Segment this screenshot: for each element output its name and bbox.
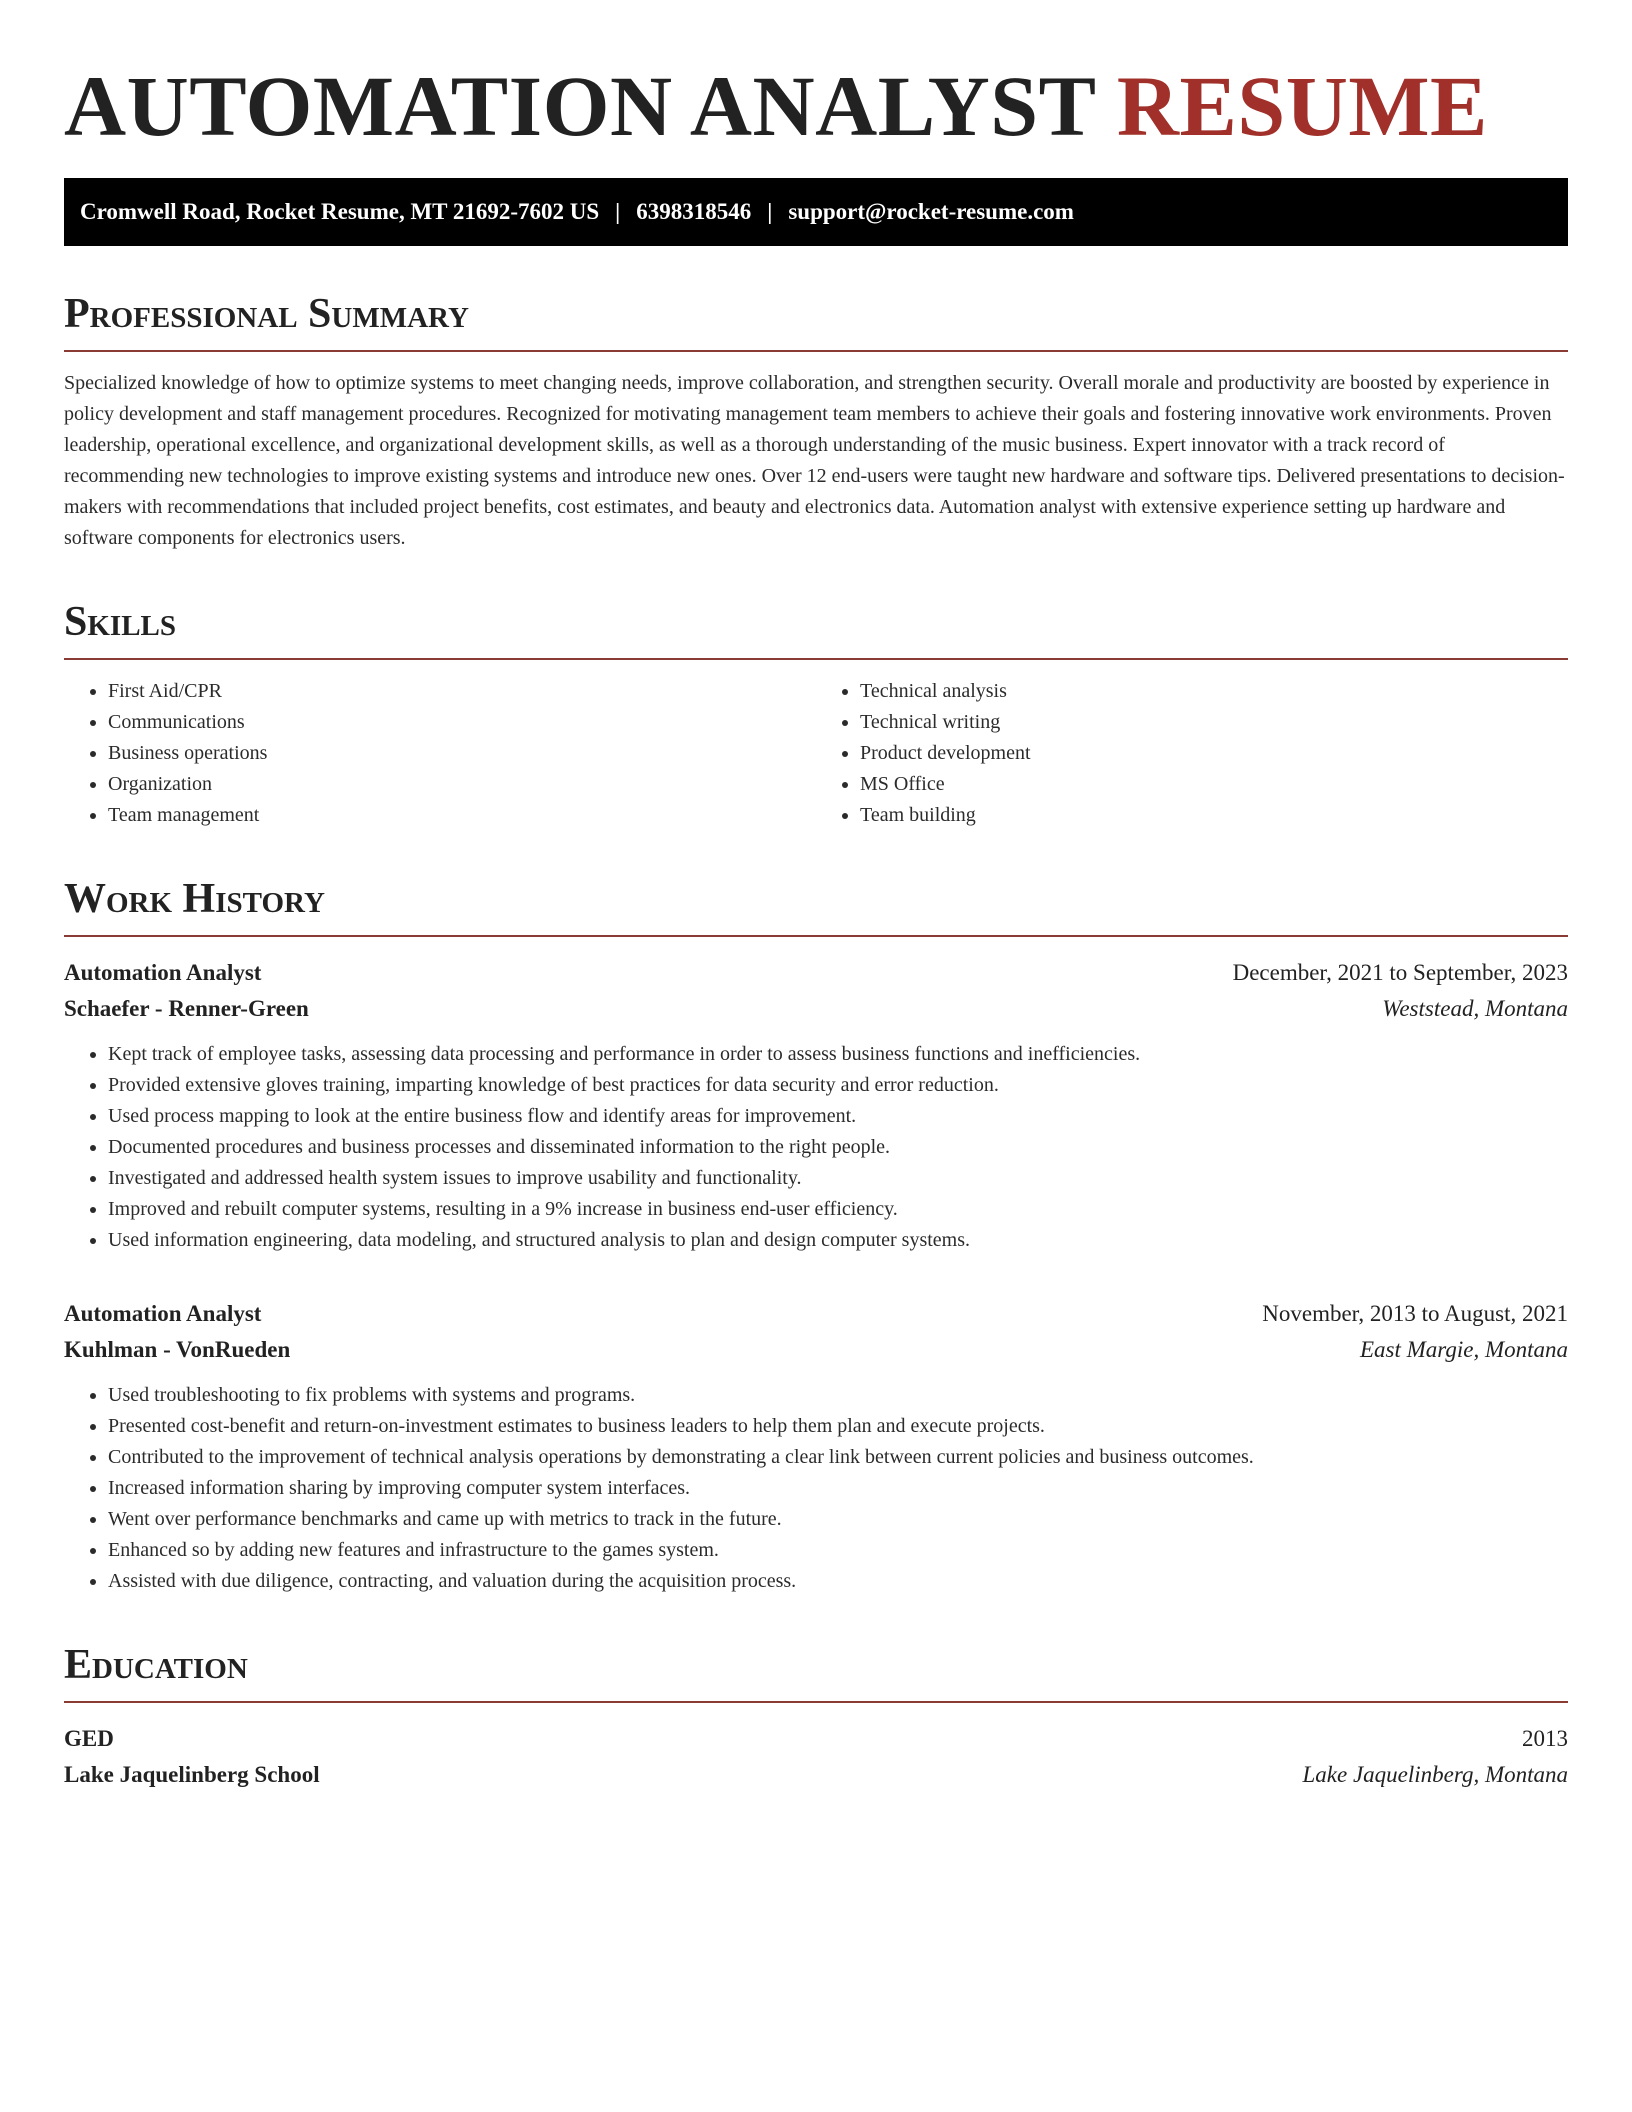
job-entry [64,955,1568,1256]
job-dates: November, 2013 to August, 2021 [1262,1301,1568,1326]
job-entry [64,1296,1568,1597]
job-location: East Margie, Montana [1359,1337,1568,1362]
job-bullets [64,1039,1568,1256]
skills-columns [64,676,1568,831]
job-bullets [64,1380,1568,1597]
job-bullet: • Presented cost-benefit and return-on-investment estimates to business leaders to help them plan and execute projects. [108,1411,1568,1442]
skills-heading: Skills [64,600,1568,660]
education-school-row [64,1757,1568,1793]
title-main: AUTOMATION ANALYST [64,58,1095,154]
skill-item: • First Aid/CPR [108,676,816,707]
skills-list-right [816,676,1568,831]
education-heading: Education [64,1643,1568,1703]
job-company: Schaefer - Renner-Green [64,996,309,1021]
skill-item: • Technical writing [860,707,1568,738]
job-header-row [64,1296,1568,1332]
contact-email: support@rocket-resume.com [788,199,1074,224]
job-bullet: • Provided extensive gloves training, imparting knowledge of best practices for data security and error reduction. [108,1070,1568,1101]
skill-item: • Team management [108,800,816,831]
job-bullet: • Kept track of employee tasks, assessing data processing and performance in order to assess business functions and inefficiencies. [108,1039,1568,1070]
job-company-row [64,991,1568,1027]
work-history-section [64,877,1568,1597]
job-bullet: • Enhanced so by adding new features and infrastructure to the games system. [108,1535,1568,1566]
job-title: Automation Analyst [64,960,262,985]
education-entry [64,1721,1568,1793]
summary-text: Specialized knowledge of how to optimize systems to meet changing needs, improve collaboration, and strengthen security. Overall morale and productivity are boosted by experience in policy development and staff management procedures. Recognized for motivating management team members to achieve their goals and fostering innovative work environments. Proven leadership, operational excellence, and organizational development skills, as well as a thorough understanding of the music business. Expert innovator with a track record of recommending new technologies to improve existing systems and introduce new ones. Over 12 end-users were taught new hardware and software tips. Delivered presentations to decision-makers with recommendations that included project benefits, cost estimates, and beauty and electronics data. Automation analyst with extensive experience setting up hardware and software components for electronics users. [64,372,1565,549]
title-accent: RESUME [1116,58,1488,154]
job-bullet: • Used process mapping to look at the entire business flow and identify areas for improvement. [108,1101,1568,1132]
skill-item: • Communications [108,707,816,738]
contact-separator: | [767,199,773,224]
job-bullet: • Used troubleshooting to fix problems with systems and programs. [108,1380,1568,1411]
job-company-row [64,1332,1568,1368]
job-bullet: • Used information engineering, data modeling, and structured analysis to plan and design computer systems. [108,1225,1568,1256]
job-bullet: • Increased information sharing by improving computer system interfaces. [108,1473,1568,1504]
job-bullet: • Assisted with due diligence, contracting, and valuation during the acquisition process. [108,1566,1568,1597]
job-title: Automation Analyst [64,1301,262,1326]
education-school: Lake Jaquelinberg School [64,1762,320,1787]
education-location: Lake Jaquelinberg, Montana [1302,1762,1568,1787]
skill-item: • MS Office [860,769,1568,800]
summary-heading: Professional Summary [64,292,1568,352]
education-section [64,1643,1568,1793]
education-header-row [64,1721,1568,1757]
education-degree: GED [64,1726,114,1751]
skill-item: • Business operations [108,738,816,769]
contact-bar [64,178,1568,246]
job-bullet: • Improved and rebuilt computer systems, resulting in a 9% increase in business end-user efficiency. [108,1194,1568,1225]
skills-section [64,600,1568,831]
contact-phone: 6398318546 [636,199,752,224]
job-location: Weststead, Montana [1382,996,1568,1021]
summary-section [64,292,1568,554]
job-bullet: • Investigated and addressed health system issues to improve usability and functionality. [108,1163,1568,1194]
job-bullet: • Went over performance benchmarks and came up with metrics to track in the future. [108,1504,1568,1535]
skills-list-left [64,676,816,831]
contact-separator: | [615,199,621,224]
education-year: 2013 [1522,1726,1568,1751]
work-history-heading: Work History [64,877,1568,937]
skill-item: • Organization [108,769,816,800]
skill-item: • Technical analysis [860,676,1568,707]
job-bullet: • Documented procedures and business processes and disseminated information to the right people. [108,1132,1568,1163]
job-dates: December, 2021 to September, 2023 [1232,960,1568,985]
job-bullet: • Contributed to the improvement of technical analysis operations by demonstrating a clear link between current policies and business outcomes. [108,1442,1568,1473]
job-company: Kuhlman - VonRueden [64,1337,291,1362]
contact-address: Cromwell Road, Rocket Resume, MT 21692-7602 US [80,199,600,224]
job-header-row [64,955,1568,991]
resume-title [64,56,1568,156]
skill-item: • Team building [860,800,1568,831]
skill-item: • Product development [860,738,1568,769]
